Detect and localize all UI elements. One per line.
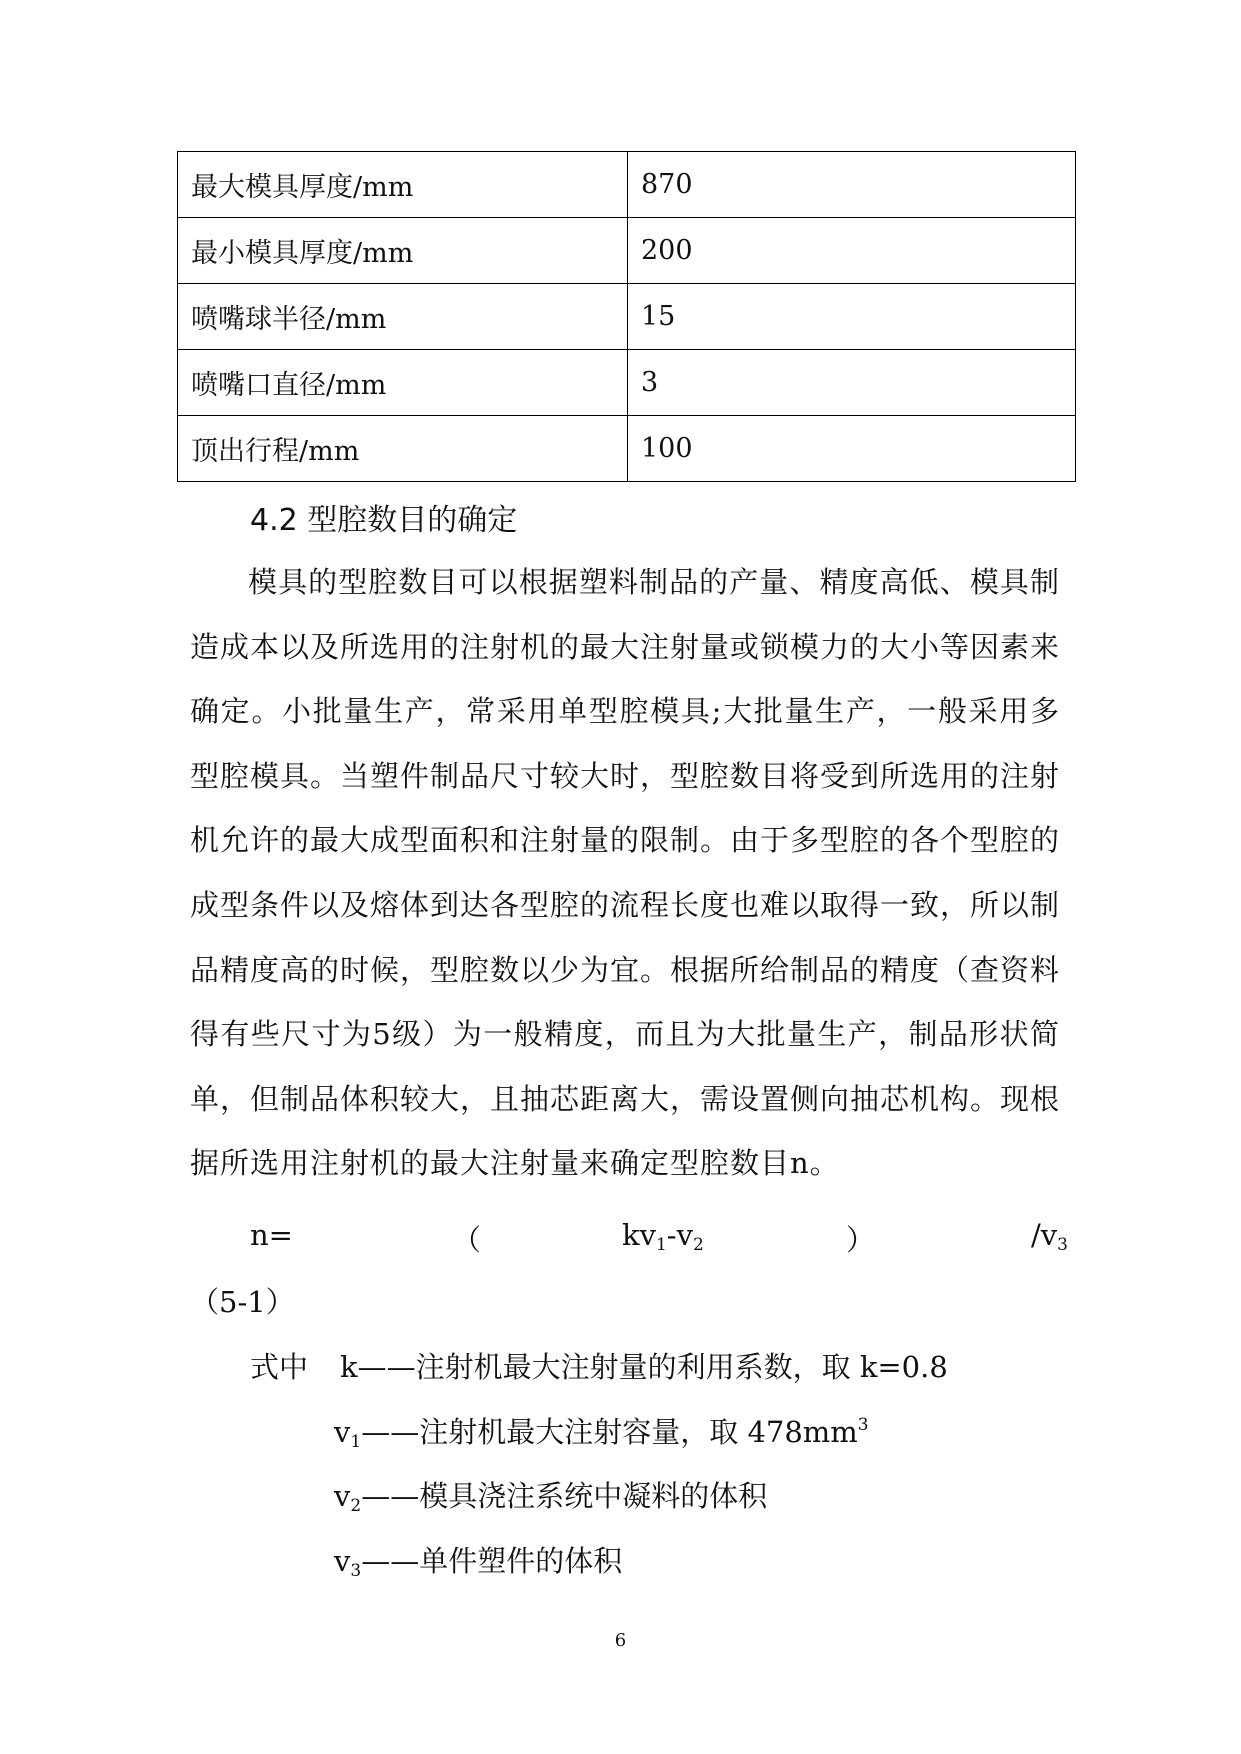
formula-sub2: 2 bbox=[692, 1235, 704, 1255]
definition-v3-symbol: v bbox=[334, 1544, 351, 1578]
row-value: 15 bbox=[628, 284, 1076, 350]
section-heading: 4.2 型腔数目的确定 bbox=[250, 503, 518, 538]
formula-close-paren: ） bbox=[846, 1223, 876, 1257]
definition-k bbox=[250, 1345, 948, 1386]
row-label: 顶出行程/mm bbox=[178, 416, 628, 482]
formula-lhs: n= bbox=[250, 1218, 293, 1252]
equation-number: （5-1） bbox=[190, 1285, 295, 1319]
definition-v1-sub: 1 bbox=[350, 1432, 362, 1452]
formula-minus: -v bbox=[666, 1218, 693, 1252]
formula-k: kv bbox=[622, 1218, 656, 1252]
definition-v1-symbol: v bbox=[334, 1415, 351, 1449]
table-row bbox=[178, 284, 1076, 350]
spec-table bbox=[177, 151, 1076, 482]
row-label: 喷嘴口直径/mm bbox=[178, 350, 628, 416]
row-label: 最小模具厚度/mm bbox=[178, 218, 628, 284]
definition-v1-sup: 3 bbox=[857, 1415, 869, 1435]
definitions-prefix: 式中 bbox=[250, 1350, 309, 1384]
definition-v3 bbox=[334, 1539, 622, 1581]
definition-k-text: ——注射机最大注射量的利用系数，取 k=0.8 bbox=[357, 1350, 948, 1384]
formula-sub1: 1 bbox=[655, 1235, 667, 1255]
row-value: 3 bbox=[628, 350, 1076, 416]
row-label: 最大模具厚度/mm bbox=[178, 152, 628, 218]
formula-div: /v bbox=[1031, 1218, 1058, 1252]
definition-v3-sub: 3 bbox=[350, 1561, 362, 1581]
table-row bbox=[178, 218, 1076, 284]
body-paragraph: 模具的型腔数目可以根据塑料制品的产量、精度高低、模具制造成本以及所选用的注射机的最大注射量或锁模力的大小等因素来确定。小批量生产，常采用单型腔模具;大批量生产，一般采用多型腔模具。当塑件制品尺寸较大时，型腔数目将受到所选用的注射机允许的最大成型面积和注射量的限制。由于多型腔的各个型腔的成型条件以及熔体到达各型腔的流程长度也难以取得一致，所以制品精度高的时候，型腔数以少为宜。根据所给制品的精度（查资料得有些尺寸为5级）为一般精度，而且为大批量生产，制品形状简单，但制品体积较大，且抽芯距离大，需设置侧向抽芯机构。现根据所选用注射机的最大注射量来确定型腔数目n。 bbox=[190, 565, 1061, 1181]
definition-k-symbol: k bbox=[340, 1350, 358, 1384]
row-value: 870 bbox=[628, 152, 1076, 218]
definition-v2 bbox=[334, 1474, 767, 1516]
table-row bbox=[178, 152, 1076, 218]
row-label: 喷嘴球半径/mm bbox=[178, 284, 628, 350]
definition-v2-text: ——模具浇注系统中凝料的体积 bbox=[361, 1479, 768, 1513]
formula-open-paren: （ bbox=[452, 1223, 482, 1257]
formula-numerator bbox=[622, 1218, 704, 1255]
formula-denominator bbox=[1031, 1218, 1068, 1255]
page-number: 6 bbox=[614, 1630, 627, 1651]
row-value: 200 bbox=[628, 218, 1076, 284]
table-row bbox=[178, 350, 1076, 416]
definition-v2-sub: 2 bbox=[350, 1496, 362, 1516]
definition-v1-text: ——注射机最大注射容量，取 478mm bbox=[361, 1415, 858, 1449]
definition-v3-text: ——单件塑件的体积 bbox=[361, 1544, 623, 1578]
table-row bbox=[178, 416, 1076, 482]
formula-sub3: 3 bbox=[1057, 1235, 1068, 1255]
definition-v1 bbox=[334, 1410, 869, 1452]
row-value: 100 bbox=[628, 416, 1076, 482]
definition-v2-symbol: v bbox=[334, 1479, 351, 1513]
